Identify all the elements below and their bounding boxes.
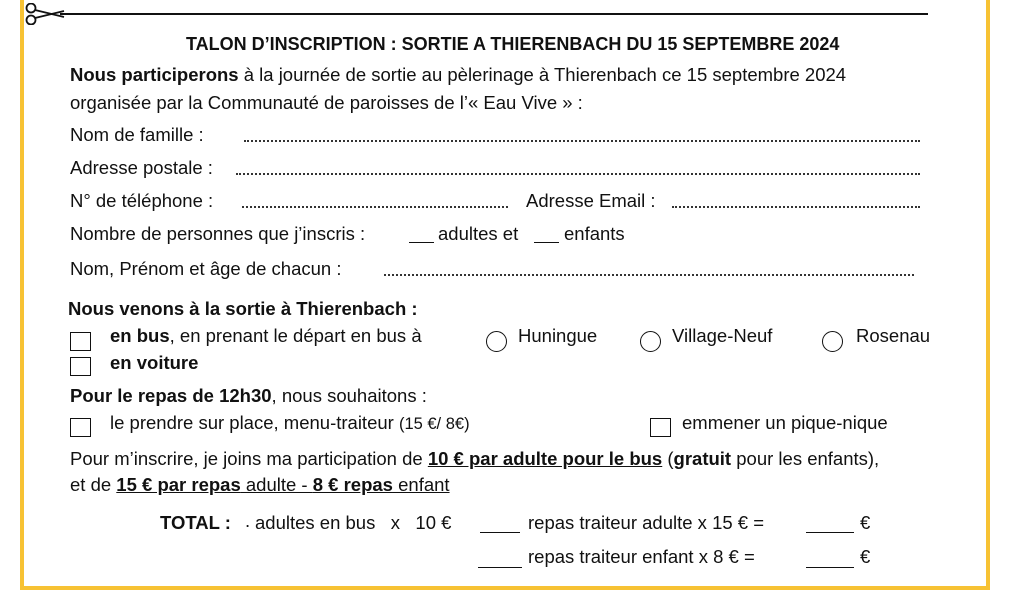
scissors-icon xyxy=(24,3,66,25)
payment-text-l2c: adulte - xyxy=(240,474,313,495)
payment-repas-adulte xyxy=(116,474,449,495)
voiture-label: en voiture xyxy=(110,352,199,373)
total-bus-label: adultes en bus x 10 € xyxy=(255,512,452,533)
intro-line-2: organisée par la Communauté de paroisses de l’« Eau Vive » : xyxy=(70,92,583,113)
label-chacun: Nom, Prénom et âge de chacun : xyxy=(70,258,342,279)
rosenau-radio[interactable] xyxy=(822,331,843,352)
total-euro-2: € xyxy=(860,546,871,567)
repas-heading-rest: , nous souhaitons : xyxy=(271,385,427,406)
voiture-checkbox[interactable] xyxy=(70,357,91,376)
village-neuf-label: Village-Neuf xyxy=(672,325,773,346)
total-traiteur-adulte-label: repas traiteur adulte x 15 € = xyxy=(528,512,765,533)
adultes-count-field[interactable] xyxy=(409,242,434,243)
total-euro-1: € xyxy=(860,512,871,533)
payment-text-5: pour les enfants), xyxy=(731,448,880,469)
village-neuf-radio[interactable] xyxy=(640,331,661,352)
traiteur-price: (15 €/ 8€) xyxy=(398,415,470,433)
bus-bold: en bus xyxy=(110,325,170,346)
label-nom: Nom de famille : xyxy=(70,124,204,145)
payment-text-1: Pour m’inscrire, je joins ma participation de xyxy=(70,448,428,469)
intro-rest: à la journée de sortie au pèlerinage à Thierenbach ce 15 septembre 2024 xyxy=(238,64,847,85)
bus-rest: , en prenant le départ en bus à xyxy=(169,325,422,346)
adresse-field[interactable] xyxy=(236,173,920,175)
yellow-frame xyxy=(20,0,990,590)
label-nombre: Nombre de personnes que j’inscris : xyxy=(70,223,366,244)
total-traiteur-enfant-field[interactable] xyxy=(806,567,854,568)
payment-text-3: ( xyxy=(662,448,674,469)
enfants-count-field[interactable] xyxy=(534,242,559,243)
label-enfants: enfants xyxy=(564,223,625,244)
pique-nique-checkbox[interactable] xyxy=(650,418,671,437)
total-traiteur-adulte-field[interactable] xyxy=(806,532,854,533)
total-traiteur-enfant-count-field[interactable] xyxy=(478,567,522,568)
traiteur-main: le prendre sur place, menu-traiteur xyxy=(110,412,394,433)
intro-bold: Nous participerons xyxy=(70,64,239,85)
total-label: TOTAL : xyxy=(160,512,231,533)
payment-line-2 xyxy=(70,474,450,496)
total-dot: . xyxy=(245,510,251,531)
label-adultes: adultes et xyxy=(438,223,519,244)
cut-line xyxy=(60,13,928,15)
label-email: Adresse Email : xyxy=(526,190,656,211)
bus-label xyxy=(110,325,422,347)
repas-heading-bold: Pour le repas de 12h30 xyxy=(70,385,272,406)
nom-field[interactable] xyxy=(244,140,920,142)
traiteur-label xyxy=(110,412,470,435)
form-title: TALON D’INSCRIPTION : SORTIE A THIERENBACH DU 15 SEPTEMBRE 2024 xyxy=(186,34,840,54)
payment-text-l2e: enfant xyxy=(392,474,450,495)
label-telephone: N° de téléphone : xyxy=(70,190,214,211)
chacun-field[interactable] xyxy=(384,274,914,276)
repas-heading xyxy=(70,385,427,407)
telephone-field[interactable] xyxy=(242,206,508,208)
traiteur-checkbox[interactable] xyxy=(70,418,91,437)
payment-repas-adulte-price: 15 € par repas xyxy=(116,474,241,495)
label-adresse: Adresse postale : xyxy=(70,157,213,178)
bus-checkbox[interactable] xyxy=(70,332,91,351)
rosenau-label: Rosenau xyxy=(856,325,931,346)
payment-bus-price: 10 € par adulte pour le bus xyxy=(427,448,663,469)
payment-repas-enfant-price: 8 € repas xyxy=(312,474,393,495)
pique-nique-label: emmener un pique-nique xyxy=(682,412,888,433)
total-traiteur-enfant-label: repas traiteur enfant x 8 € = xyxy=(528,546,755,567)
payment-line-1 xyxy=(70,448,879,470)
huningue-radio[interactable] xyxy=(486,331,507,352)
transport-heading: Nous venons à la sortie à Thierenbach : xyxy=(68,298,418,319)
intro-line-1 xyxy=(70,64,846,86)
huningue-label: Huningue xyxy=(518,325,598,346)
payment-text-l2a: et de xyxy=(70,474,117,495)
total-bus-field[interactable] xyxy=(480,532,520,533)
payment-gratuit: gratuit xyxy=(673,448,732,469)
email-field[interactable] xyxy=(672,206,920,208)
